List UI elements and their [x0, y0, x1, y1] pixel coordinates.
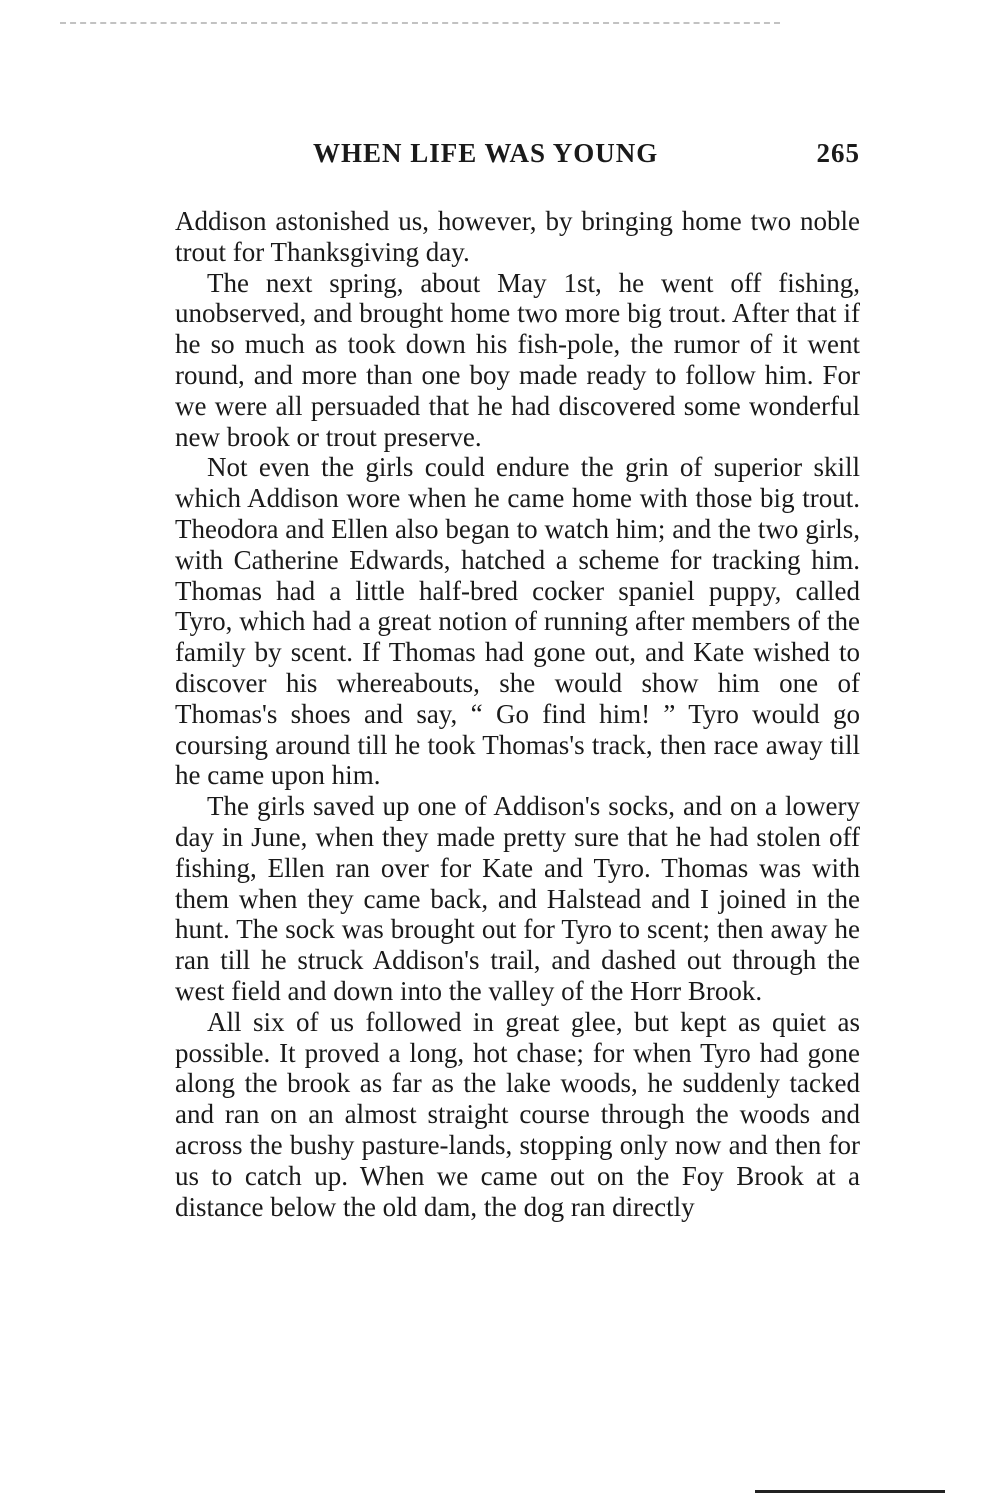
- paragraph: Not even the girls could endure the grin of superior skill which Addison wore when he came home with those big trout. Theodora and Ellen also began to watch him; and the two girls, with Catherine Edwards, hatched a scheme for tracking him. Thomas had a little half-bred cocker spaniel puppy, called Tyro, which had a great notion of running after members of the family by scent. If Thomas had gone out, and Kate wished to discover his whereabouts, she would show him one of Thomas's shoes and say, “ Go find him! ” Tyro would go coursing around till he took Thomas's track, then race away till he came upon him.: [175, 452, 860, 791]
- running-head: [175, 138, 860, 172]
- paragraph: All six of us followed in great glee, but kept as quiet as possible. It proved a long, hot chase; for when Tyro had gone along the brook as far as the lake woods, he suddenly tacked and ran on an almost straight course through the woods and across the bushy pasture-lands, stopping only now and then for us to catch up. When we came out on the Foy Brook at a distance below the old dam, the dog ran directly: [175, 1006, 860, 1222]
- body-text: [175, 206, 860, 1222]
- running-title: WHEN LIFE WAS YOUNG: [313, 138, 659, 168]
- page-number: 265: [816, 138, 860, 168]
- scan-artifact-bottom: [755, 1490, 945, 1493]
- paragraph: The girls saved up one of Addison's socks, and on a lowery day in June, when they made pretty sure that he had stolen off fishing, Ellen ran over for Kate and Tyro. Thomas was with them when they came back, and Halstead and I joined in the hunt. The sock was brought out for Tyro to scent; then away he ran till he struck Addison's trail, and dashed out through the west field and down into the valley of the Horr Brook.: [175, 791, 860, 1006]
- paragraph: The next spring, about May 1st, he went off fishing, unobserved, and brought home two more big trout. After that if he so much as took down his fish-pole, the rumor of it went round, and more than one boy made ready to follow him. For we were all persuaded that he had discovered some wonderful new brook or trout preserve.: [175, 267, 860, 452]
- scan-artifact-top: [60, 22, 780, 24]
- paragraph: Addison astonished us, however, by bringing home two noble trout for Thanksgiving day.: [175, 206, 860, 267]
